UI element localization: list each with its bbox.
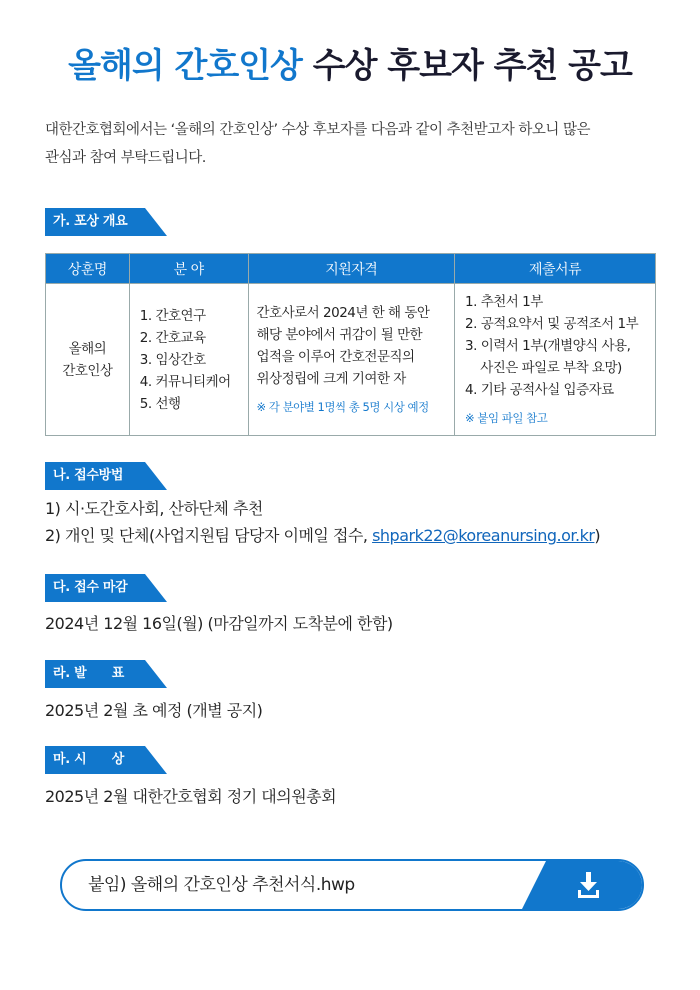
page-title [0, 38, 700, 87]
email-link[interactable]: shpark22@koreanursing.or.kr [372, 526, 595, 545]
title-highlight: 올해의 간호인상 [68, 46, 302, 86]
deadline-text: 2024년 12월 16일(월) (마감일까지 도착분에 한함) [45, 614, 393, 633]
intro-text [45, 116, 665, 172]
submission-method-2 [45, 523, 600, 549]
qualification-line: 업적을 이루어 간호전문직의 [256, 348, 415, 365]
intro-line: 관심과 참여 부탁드립니다. [45, 150, 206, 166]
section-tag-label: 나. 접수방법 [53, 468, 124, 483]
field-item: 2. 간호교육 [139, 329, 206, 346]
table-header: 상훈명 [46, 254, 130, 284]
title-rest: 수상 후보자 추천 공고 [312, 46, 632, 86]
fields-cell [129, 284, 248, 436]
field-item: 3. 임상간호 [139, 351, 206, 368]
section-tag-ceremony [45, 746, 167, 774]
documents-cell [455, 284, 656, 436]
field-item: 1. 간호연구 [139, 307, 206, 324]
announcement-text: 2025년 2월 초 예정 (개별 공지) [45, 701, 263, 720]
section-tag-label: 라. 발 표 [53, 666, 124, 681]
section-tag-announcement [45, 660, 167, 688]
award-name-line: 간호인상 [62, 362, 113, 379]
table-row [46, 284, 656, 436]
submission-method-2-suffix: ) [594, 526, 601, 545]
award-name-line: 올해의 [68, 340, 107, 357]
documents-note: ※ 붙임 파일 참고 [465, 410, 548, 425]
document-item: 3. 이력서 1부(개별양식 사용, [465, 337, 631, 354]
section-tag-deadline [45, 574, 167, 602]
attachment-label: 붙임) 올해의 간호인상 추천서식.hwp [88, 875, 355, 895]
qualification-line: 위상정립에 크게 기여한 자 [256, 370, 406, 387]
qualification-note: ※ 각 분야별 1명씩 총 5명 시상 예정 [256, 399, 429, 414]
document-item: 사진은 파일로 부착 요망) [465, 359, 622, 376]
download-icon[interactable] [522, 861, 642, 909]
attachment-download-button[interactable] [60, 859, 644, 911]
table-header: 지원자격 [248, 254, 455, 284]
qualification-line: 해당 분야에서 귀감이 될 만한 [256, 326, 423, 343]
section-tag-label: 가. 포상 개요 [53, 214, 128, 229]
table-header-row [46, 254, 656, 284]
table-header: 분 야 [129, 254, 248, 284]
qualification-line: 간호사로서 2024년 한 해 동안 [256, 304, 430, 321]
section-tag-label: 다. 접수 마감 [53, 580, 128, 595]
intro-line: 대한간호협회에서는 ‘올해의 간호인상’ 수상 후보자를 다음과 같이 추천받고자 하오니 많은 [45, 122, 590, 138]
section-tag-overview [45, 208, 167, 236]
document-item: 2. 공적요약서 및 공적조서 1부 [465, 315, 639, 332]
section-tag-submission [45, 462, 167, 490]
document-item: 1. 추천서 1부 [465, 293, 543, 310]
submission-method-1: 1) 시·도간호사회, 산하단체 추천 [45, 499, 263, 518]
field-item: 4. 커뮤니티케어 [139, 373, 231, 390]
field-item: 5. 선행 [139, 395, 181, 412]
document-item: 4. 기타 공적사실 입증자료 [465, 381, 614, 398]
table-header: 제출서류 [455, 254, 656, 284]
award-overview-table [45, 253, 656, 436]
qualification-cell [248, 284, 455, 436]
award-name-cell [46, 284, 130, 436]
ceremony-text: 2025년 2월 대한간호협회 정기 대의원총회 [45, 787, 337, 806]
section-tag-label: 마. 시 상 [53, 752, 124, 767]
submission-method-2-prefix: 2) 개인 및 단체(사업지원팀 담당자 이메일 접수, [45, 526, 373, 545]
